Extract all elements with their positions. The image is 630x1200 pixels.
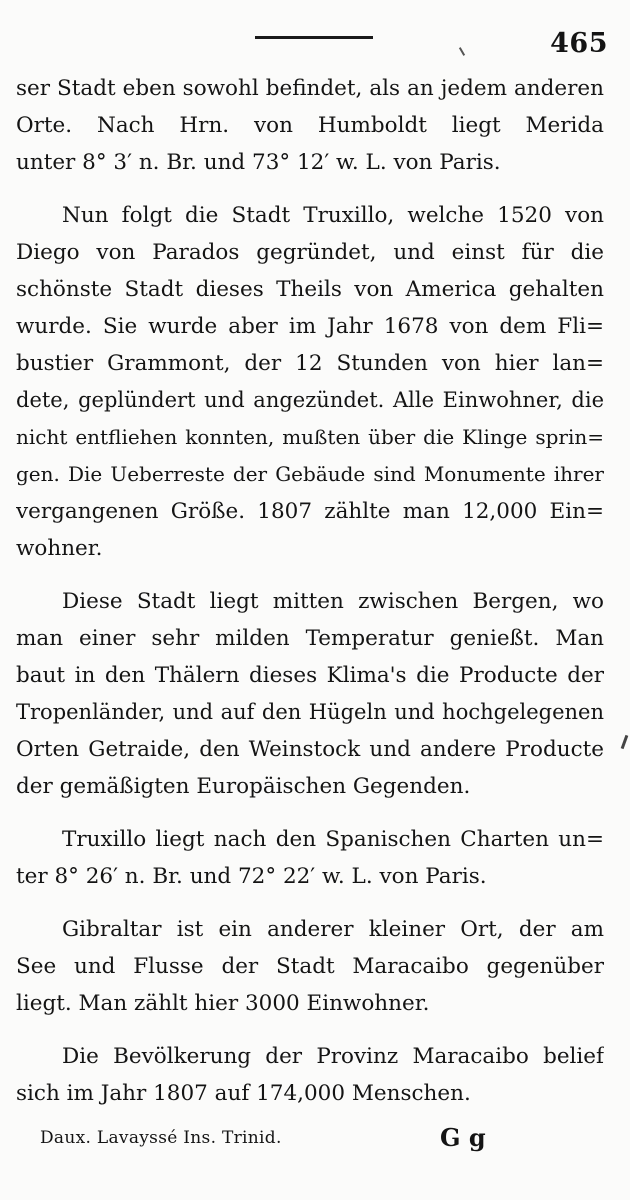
text-line: Orten Getraide, den Weinstock und andere Producte (16, 737, 604, 762)
paragraph (16, 70, 604, 181)
text-line: ser Stadt eben sowohl befindet, als an jedem anderen (16, 76, 604, 101)
text-line: sich im Jahr 1807 auf 174,000 Menschen. (16, 1081, 471, 1106)
paragraph (16, 583, 604, 805)
ink-speck (621, 735, 629, 749)
text-line: dete, geplündert und angezündet. Alle Einwohner, die (16, 388, 604, 412)
text-line: Orte. Nach Hrn. von Humboldt liegt Merida (16, 113, 604, 138)
body-text (16, 70, 604, 1112)
text-line: Nun folgt die Stadt Truxillo, welche 1520 von (62, 203, 604, 228)
paragraph (16, 197, 604, 567)
text-line: man einer sehr milden Temperatur genießt. Man (16, 626, 604, 651)
text-line: wurde. Sie wurde aber im Jahr 1678 von dem Fli= (16, 314, 604, 339)
sheet-mark: G g (440, 1123, 486, 1152)
text-line: Gibraltar ist ein anderer kleiner Ort, der am (62, 917, 604, 942)
header-rule (255, 36, 373, 39)
text-line: nicht entfliehen konnten, mußten über die Klinge sprin= (16, 425, 604, 449)
text-line: vergangenen Größe. 1807 zählte man 12,000 Ein= (16, 499, 604, 524)
paragraph (16, 821, 604, 895)
text-line: Diese Stadt liegt mitten zwischen Bergen, wo (62, 589, 604, 614)
text-line: bustier Grammont, der 12 Stunden von hier lan= (16, 351, 604, 376)
text-line: ter 8° 26′ n. Br. und 72° 22′ w. L. von Paris. (16, 864, 487, 889)
text-line: Truxillo liegt nach den Spanischen Charten un= (62, 827, 604, 852)
text-line: wohner. (16, 536, 103, 561)
text-line: schönste Stadt dieses Theils von America gehalten (16, 277, 604, 302)
text-line: baut in den Thälern dieses Klima's die Producte der (16, 663, 604, 688)
ink-speck (459, 47, 465, 56)
text-line: liegt. Man zählt hier 3000 Einwohner. (16, 991, 430, 1016)
text-line: gen. Die Ueberreste der Gebäude sind Monumente ihrer (16, 462, 604, 486)
text-line: See und Flusse der Stadt Maracaibo gegenüber (16, 954, 604, 979)
paragraph (16, 911, 604, 1022)
text-line: Tropenländer, und auf den Hügeln und hochgelegenen (16, 700, 604, 724)
page-number: 465 (550, 28, 608, 59)
text-line: Die Bevölkerung der Provinz Maracaibo belief (62, 1044, 604, 1069)
paragraph (16, 1038, 604, 1112)
text-line: unter 8° 3′ n. Br. und 73° 12′ w. L. von Paris. (16, 150, 501, 175)
text-line: der gemäßigten Europäischen Gegenden. (16, 774, 471, 799)
text-line: Diego von Parados gegründet, und einst für die (16, 240, 604, 265)
footer-signature: Daux. Lavayssé Ins. Trinid. (40, 1128, 282, 1148)
